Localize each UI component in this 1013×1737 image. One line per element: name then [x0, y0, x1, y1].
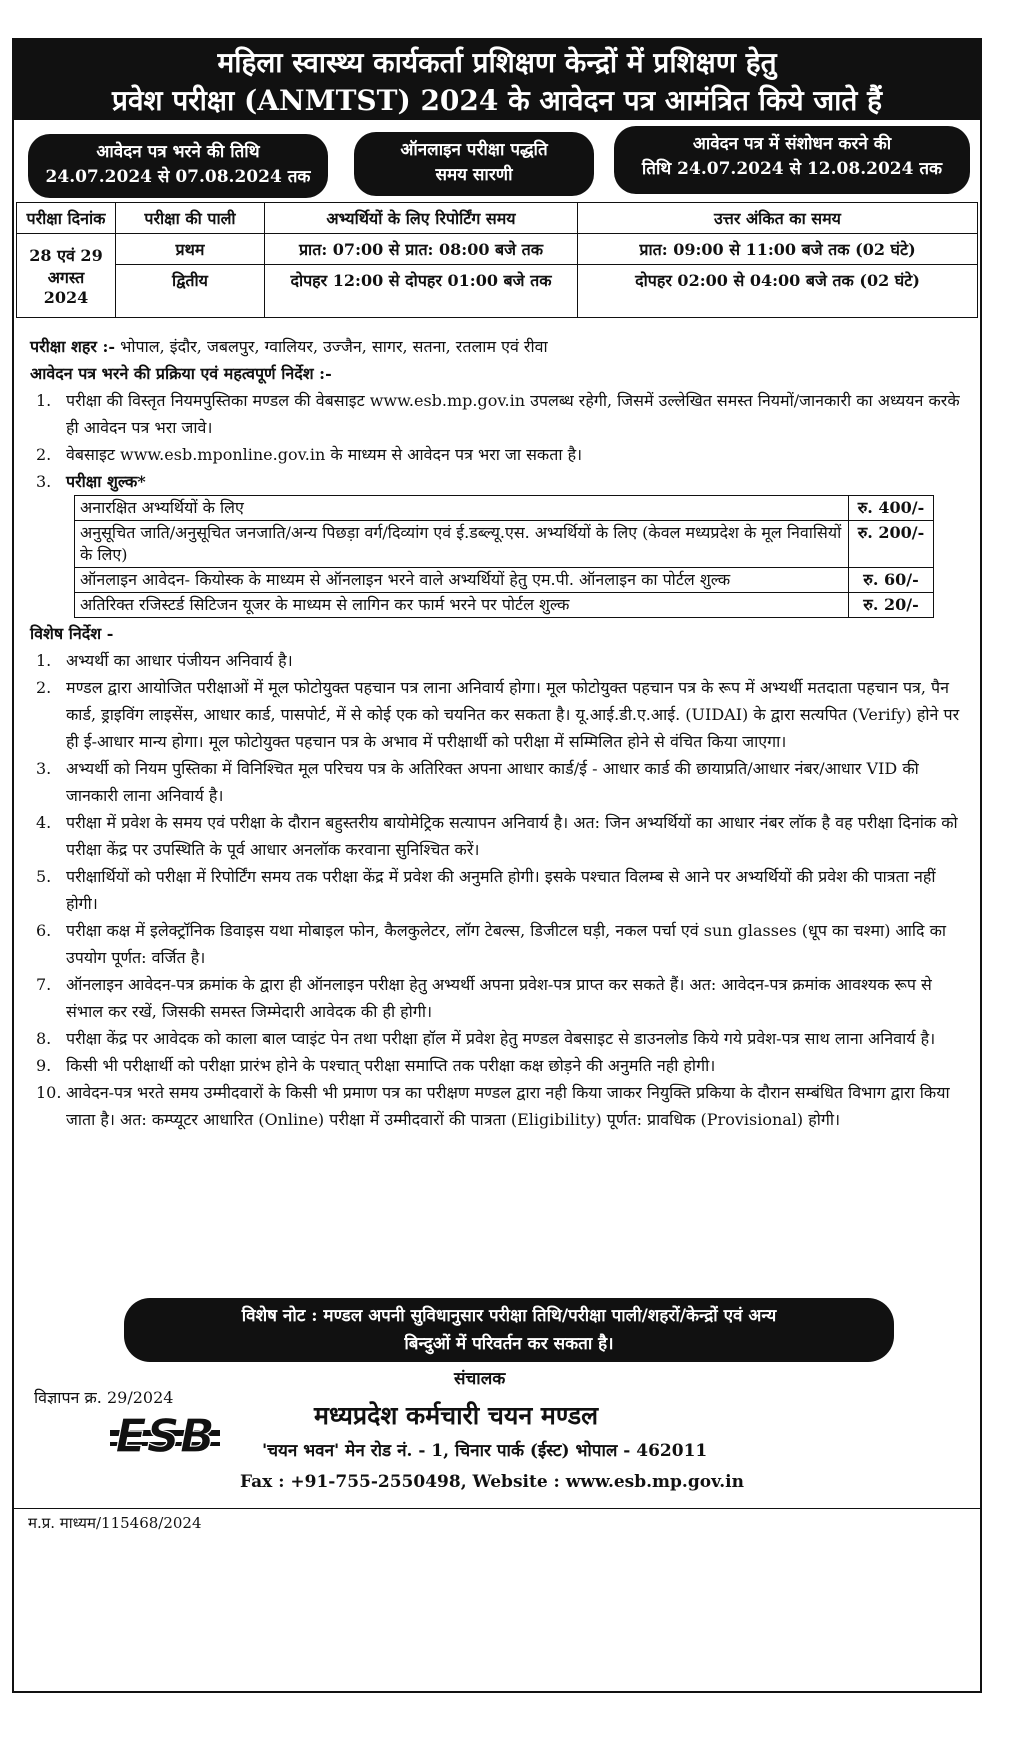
fee-description: अतिरिक्त रजिस्टर्ड सिटिजन यूजर के माध्यम से लागिन कर फार्म भरने पर पोर्टल शुल्क [75, 593, 849, 618]
item-number: 6. [36, 921, 52, 940]
list-item [30, 387, 970, 441]
list-item [30, 1052, 970, 1079]
list-item [30, 755, 970, 809]
correction-dates-pill [614, 126, 970, 194]
organization-address: 'चयन भवन' मेन रोड नं. - 1, चिनार पार्क (ईस्ट) भोपाल - 462011 [262, 1441, 708, 1461]
shift-cell: द्वितीय [116, 265, 265, 318]
exam-date-cell: 28 एवं 29 अगस्त 2024 [17, 234, 116, 318]
answer-cell: प्रात: 09:00 से 11:00 बजे तक (02 घंटे) [578, 234, 978, 265]
fee-description: अनारक्षित अभ्यर्थियों के लिए [75, 496, 849, 521]
footer [14, 1366, 980, 1656]
item-text: वेबसाइट www.esb.mponline.gov.in के माध्यम से आवेदन पत्र भरा जा सकता है। [66, 445, 583, 464]
list-item [30, 441, 970, 468]
item-number: 9. [36, 1056, 52, 1075]
apply-dates-value: 24.07.2024 से 07.08.2024 तक [45, 167, 311, 187]
header-reporting-time: अभ्यर्थियों के लिए रिपोर्टिंग समय [265, 203, 578, 234]
item-number: 2. [36, 678, 52, 697]
header-shift: परीक्षा की पाली [116, 203, 265, 234]
fee-amount: रु. 200/- [849, 521, 934, 568]
fee-amount: रु. 20/- [849, 593, 934, 618]
fee-description: अनुसूचित जाति/अनुसूचित जनजाति/अन्य पिछड़ा वर्ग/दिव्यांग एवं ई.डब्ल्यू.एस. अभ्यर्थियों के लिए (केवल मध्यप्रदेश के मूल निवासियों के लिए) [75, 521, 849, 568]
title-line-2: प्रवेश परीक्षा (ANMTST) 2024 के आवेदन पत्र आमंत्रित किये जाते हैं [112, 84, 882, 117]
item-number: 5. [36, 867, 52, 886]
list-item [30, 647, 970, 674]
item-text: परीक्षा शुल्क* [66, 472, 146, 491]
exam-cities-value: भोपाल, इंदौर, जबलपुर, ग्वालियर, उज्जैन, सागर, सतना, रतलाम एवं रीवा [120, 337, 548, 356]
schedule-label: ऑनलाइन परीक्षा पद्धति [400, 140, 548, 160]
schedule-pill [354, 132, 594, 196]
director-label: संचालक [454, 1369, 506, 1389]
header-answer-time: उत्तर अंकित का समय [578, 203, 978, 234]
item-text: परीक्षा कक्ष में इलेक्ट्रॉनिक डिवाइस यथा मोबाइल फोन, कैलकुलेटर, लॉग टेबल्स, डिजीटल घड़ी, नकल पर्चा एवं sun glasses (धूप का चश्मा) आदि का उपयोग पूर्णत: वर्जित है। [66, 921, 947, 967]
schedule-sublabel: समय सारणी [435, 165, 513, 185]
advertisement-title [14, 40, 980, 120]
esb-logo-icon [110, 1410, 220, 1462]
table-row [75, 568, 934, 593]
list-item [30, 863, 970, 917]
reference-number: म.प्र. माध्यम/115468/2024 [14, 1508, 980, 1537]
apply-dates-label: आवेदन पत्र भरने की तिथि [96, 142, 260, 162]
process-heading: आवेदन पत्र भरने की प्रक्रिया एवं महत्वपूर्ण निर्देश :- [30, 364, 332, 383]
header-exam-date: परीक्षा दिनांक [17, 203, 116, 234]
item-number: 2. [36, 445, 52, 464]
list-item [30, 971, 970, 1025]
item-text: परीक्षा में प्रवेश के समय एवं परीक्षा के दौरान बहुस्तरीय बायोमेट्रिक सत्यापन अनिवार्य है। अत: जिन अभ्यर्थियों का आधार नंबर लॉक है वह परीक्षा दिनांक को परीक्षा केंद्र पर उपस्थिति के पूर्व आधार अनलॉक करवाना सुनिश्चित करें। [66, 813, 958, 859]
apply-dates-pill [28, 134, 328, 198]
item-text: अभ्यर्थी को नियम पुस्तिका में विनिश्चित मूल परिचय पत्र के अतिरिक्त अपना आधार कार्ड/ई - आधार कार्ड की छायाप्रति/आधार नंबर/आधार VID की जानकारी लाना अनिवार्य है। [66, 759, 919, 805]
item-number: 1. [36, 391, 52, 410]
table-header-row [17, 203, 978, 234]
list-item [30, 468, 970, 495]
item-number: 3. [36, 759, 52, 778]
item-text: मण्डल द्वारा आयोजित परीक्षाओं में मूल फोटोयुक्त पहचान पत्र लाना अनिवार्य होगा। मूल फोटोयुक्त पहचान पत्र के रूप में अभ्यर्थी मतदाता पहचान पत्र, पैन कार्ड, ड्राइविंग लाइसेंस, आधार कार्ड, पासपोर्ट, में से कोई एक को चयनित कर सकता है। यू.आई.डी.ए.आई. (UIDAI) के द्वारा सत्यपित (Verify) होने पर ही ई-आधार मान्य होगा। मूल फोटोयुक्त पहचान पत्र के अभाव में परीक्षार्थी को परीक्षा में सम्मिलित होने से वंचित किया जाएगा। [66, 678, 960, 751]
special-instructions-heading: विशेष निर्देश - [30, 624, 114, 643]
fee-table [74, 495, 934, 618]
advertisement-page [12, 38, 982, 1693]
item-number: 4. [36, 813, 52, 832]
table-row [75, 496, 934, 521]
reporting-cell: प्रात: 07:00 से प्रात: 08:00 बजे तक [265, 234, 578, 265]
item-number: 7. [36, 975, 52, 994]
special-note-line-2: बिन्दुओं में परिवर्तन कर सकता है। [404, 1334, 614, 1354]
fax-website: Fax : +91-755-2550498, Website : www.esb.mp.gov.in [240, 1472, 744, 1492]
item-text: परीक्षा की विस्तृत नियमपुस्तिका मण्डल की वेबसाइट www.esb.mp.gov.in उपलब्ध रहेगी, जिसमें उल्लेखित समस्त नियमों/जानकारी का अध्ययन करके ही आवेदन पत्र भरा जावे। [66, 391, 960, 437]
item-text: परीक्षा केंद्र पर आवेदक को काला बाल प्वाइंट पेन तथा परीक्षा हॉल में प्रवेश हेतु मण्डल वेबसाइट से डाउनलोड किये गये प्रवेश-पत्र साथ लाना अनिवार्य है। [66, 1029, 936, 1048]
correction-dates-label: आवेदन पत्र में संशोधन करने की [692, 134, 892, 154]
item-text: परीक्षार्थियों को परीक्षा में रिपोर्टिंग समय तक परीक्षा केंद्र में प्रवेश की अनुमति होगी। इसके पश्चात विलम्ब से आने पर अभ्यर्थियों की प्रवेश की पात्रता नहीं होगी। [66, 867, 936, 913]
table-row [75, 521, 934, 568]
fee-amount: रु. 60/- [849, 568, 934, 593]
special-note-line-1: विशेष नोट : मण्डल अपनी सुविधानुसार परीक्षा तिथि/परीक्षा पाली/शहरों/केन्द्रों एवं अन्य [241, 1306, 777, 1326]
item-number: 1. [36, 651, 52, 670]
exam-cities-label: परीक्षा शहर :- [30, 337, 115, 356]
table-row [17, 234, 978, 265]
list-item [30, 809, 970, 863]
reporting-cell: दोपहर 12:00 से दोपहर 01:00 बजे तक [265, 265, 578, 318]
title-line-1: महिला स्वास्थ्य कार्यकर्ता प्रशिक्षण केन्द्रों में प्रशिक्षण हेतु [217, 46, 777, 79]
advertisement-number: विज्ञापन क्र. 29/2024 [34, 1388, 174, 1407]
item-number: 10. [36, 1083, 62, 1102]
item-number: 3. [36, 472, 52, 491]
special-note-banner [124, 1298, 894, 1362]
logo-text: ESB [115, 1410, 215, 1462]
exam-cities [30, 333, 970, 360]
list-item [30, 1025, 970, 1052]
item-text: किसी भी परीक्षार्थी को परीक्षा प्रारंभ होने के पश्चात् परीक्षा समाप्ति तक परीक्षा कक्ष छोड़ने की अनुमति नही होगी। [66, 1056, 716, 1075]
instructions-content [30, 333, 970, 1133]
item-text: ऑनलाइन आवेदन-पत्र क्रमांक के द्वारा ही ऑनलाइन परीक्षा हेतु अभ्यर्थी अपना प्रवेश-पत्र प्राप्त कर सकते हैं। अत: आवेदन-पत्र क्रमांक आवश्यक रूप से संभाल कर रखें, जिसकी समस्त जिम्मेदारी आवेदक की ही होगी। [66, 975, 932, 1021]
list-item [30, 674, 970, 755]
exam-schedule-table [16, 202, 978, 318]
item-text: अभ्यर्थी का आधार पंजीयन अनिवार्य है। [66, 651, 293, 670]
item-text: आवेदन-पत्र भरते समय उम्मीदवारों के किसी भी प्रमाण पत्र का परीक्षण मण्डल द्वारा नही किया जाकर नियुक्ति प्रकिया के दौरान सम्बंधित विभाग द्वारा किया जाता है। अत: कम्प्यूटर आधारित (Online) परीक्षा में उम्मीदवारों की पात्रता (Eligibility) पूर्णत: प्रावधिक (Provisional) होगी। [66, 1083, 950, 1129]
fee-amount: रु. 400/- [849, 496, 934, 521]
organization-name: मध्यप्रदेश कर्मचारी चयन मण्डल [314, 1401, 599, 1430]
special-instructions-list [30, 647, 970, 1133]
table-row [17, 265, 978, 318]
table-row [75, 593, 934, 618]
shift-cell: प्रथम [116, 234, 265, 265]
item-number: 8. [36, 1029, 52, 1048]
answer-cell: दोपहर 02:00 से 04:00 बजे तक (02 घंटे) [578, 265, 978, 318]
correction-dates-value: तिथि 24.07.2024 से 12.08.2024 तक [641, 159, 943, 179]
list-item [30, 1079, 970, 1133]
fee-description: ऑनलाइन आवेदन- कियोस्क के माध्यम से ऑनलाइन भरने वाले अभ्यर्थियों हेतु एम.पी. ऑनलाइन का पोर्टल शुल्क [75, 568, 849, 593]
list-item [30, 917, 970, 971]
